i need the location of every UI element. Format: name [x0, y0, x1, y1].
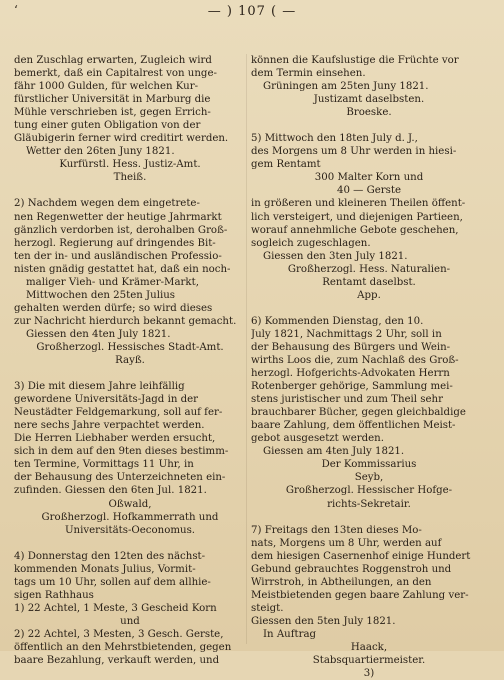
text-line: Oßwald, [108, 498, 152, 510]
text-line: steigt. [251, 602, 284, 614]
text-line: 3) [363, 668, 375, 680]
text-line: ten der in- und ausländischen Professio- [14, 250, 222, 262]
text-line: Rayß. [115, 355, 145, 367]
text-line: und [120, 615, 140, 627]
text-line: öffentlich an den Mehrstbietenden, gegen [14, 641, 232, 653]
text-line: herzogl. Regierung auf dringendes Bit- [14, 237, 216, 249]
paragraph-gap [251, 302, 487, 315]
text-line: bemerkt, daß ein Capitalrest von unge- [14, 68, 217, 80]
text-line: können die Kaufslustige die Früchte vor [251, 55, 459, 66]
text-line: wirths Loos die, zum Nachlaß des Groß- [251, 354, 459, 366]
text-line: gem Rentamt [251, 159, 321, 171]
text-line: 300 Malter Korn und [314, 172, 424, 184]
text-line: der Behausung des Bürgers und Wein- [251, 341, 451, 353]
text-line: gewordene Universitäts-Jagd in der [14, 394, 199, 406]
text-line: Giessen den 5ten July 1821. [251, 615, 396, 627]
text-line: App. [357, 289, 381, 301]
paragraph-gap [251, 119, 487, 132]
text-line: Theiß. [113, 172, 147, 184]
text-line: Stabsquartiermeister. [312, 655, 426, 667]
text-line: Großherzogl. Hess. Naturalien- [287, 263, 451, 275]
corner-mark: ʻ [14, 3, 18, 17]
text-line: Meistbietenden gegen baare Zahlung ver- [251, 589, 469, 601]
text-line: den Zuschlag erwarten, Zugleich wird [14, 55, 212, 66]
text-line: baare Zahlung, dem öffentlichen Meist- [251, 420, 456, 432]
text-line: In Auftrag [263, 628, 317, 640]
paragraph-gap [14, 184, 246, 197]
text-line: maliger Vieh- und Krämer-Markt, [26, 276, 199, 288]
text-line: brauchbarer Bücher, gegen gleichbaldige [251, 407, 466, 419]
paragraph-gap [14, 367, 246, 380]
text-line: sich in dem auf den 9ten dieses bestimm- [14, 446, 229, 458]
text-line: Der Kommissarius [321, 459, 417, 471]
text-line: stens juristischer und zum Theil sehr [251, 394, 443, 406]
text-line: sigen Rathhaus [14, 589, 94, 601]
text-line: Wetter den 26ten Juny 1821. [26, 146, 175, 158]
text-line: tung einer guten Obligation von der [14, 120, 201, 132]
text-line: gehalten werden dürfe; so wird dieses [14, 302, 213, 314]
text-line: des Morgens um 8 Uhr werden in hiesi- [251, 146, 457, 158]
text-line: zur Nachricht hierdurch bekannt gemacht. [14, 315, 237, 327]
text-line: Großherzogl. Hessisches Stadt-Amt. [36, 341, 224, 353]
text-line: dem Termin einsehen. [251, 68, 366, 80]
text-line: worauf annehmliche Gebote geschehen, [251, 224, 459, 236]
text-line: ten Termine, Vormittags 11 Uhr, in [14, 459, 194, 471]
text-line: Gebund gebrauchtes Roggenstroh und [251, 563, 452, 575]
text-line: baare Bezahlung, verkauft werden, und [14, 655, 220, 667]
left-column [14, 54, 246, 667]
text-line: Rentamt daselbst. [322, 276, 416, 288]
text-line: Großherzogl. Hofkammerrath und [41, 511, 219, 523]
right-column [251, 54, 487, 680]
text-line: Giessen den 4ten July 1821. [26, 328, 171, 340]
text-line: Wirrstroh, in Abtheilungen, an den [251, 576, 432, 588]
column-divider [246, 54, 247, 644]
text-line: 6) Kommenden Dienstag, den 10. [251, 315, 424, 327]
text-line: fähr 1000 Gulden, für welchen Kur- [14, 81, 199, 93]
text-line: sogleich zugeschlagen. [251, 237, 371, 249]
text-line: Giessen am 4ten July 1821. [263, 446, 405, 458]
text-line: Haack, [350, 641, 388, 653]
text-line: Universitäts-Oeconomus. [64, 524, 196, 536]
text-line: July 1821, Nachmittags 2 Uhr, soll in [251, 328, 442, 340]
text-line: nisten gnädig gestattet hat, daß ein noch- [14, 263, 231, 275]
text-line: Neustädter Feldgemarkung, soll auf fer- [14, 407, 223, 419]
text-line: Mittwochen den 25ten Julius [26, 289, 176, 301]
text-line: Mühle verschrieben ist, gegen Errich- [14, 107, 211, 119]
paragraph-gap [251, 511, 487, 524]
text-line: Großherzogl. Hessischer Hofge- [285, 485, 453, 497]
text-line: 1) 22 Achtel, 1 Meste, 3 Gescheid Korn [14, 602, 217, 614]
text-line: 2) Nachdem wegen dem eingetrete- [14, 198, 200, 210]
text-line: 4) Donnerstag den 12ten des nächst- [14, 550, 206, 562]
text-line: Grüningen am 25ten Juny 1821. [263, 81, 429, 93]
paragraph-gap [14, 537, 246, 550]
text-line: 7) Freitags den 13ten dieses Mo- [251, 524, 422, 536]
text-line: fürstlicher Universität in Marburg die [14, 94, 211, 106]
text-line: richts-Sekretair. [327, 498, 411, 510]
text-line: 2) 22 Achtel, 3 Mesten, 3 Gesch. Gerste, [14, 628, 224, 640]
text-line: gänzlich verdorben ist, derohalben Groß- [14, 224, 228, 236]
text-line: nats, Morgens um 8 Uhr, werden auf [251, 537, 442, 549]
text-line: Justizamt daselbsten. [313, 94, 425, 106]
text-line: herzogl. Hofgerichts-Advokaten Herrn [251, 368, 450, 380]
text-line: 40 — Gerste [336, 185, 401, 197]
text-line: Rotenberger gehörige, Sammlung mei- [251, 381, 453, 393]
text-line: in größeren und kleineren Theilen öffent- [251, 198, 466, 210]
text-line: 3) Die mit diesem Jahre leihfällig [14, 381, 185, 393]
text-line: zufinden. Giessen den 6ten Jul. 1821. [14, 485, 207, 497]
text-line: Gläubigerin ferner wird creditirt werden. [14, 133, 229, 145]
text-line: der Behausung des Unterzeichneten ein- [14, 472, 226, 484]
text-line: nen Regenwetter der heutige Jahrmarkt [14, 211, 222, 223]
text-line: dem hiesigen Casernenhof einige Hundert [251, 550, 471, 562]
text-line: 5) Mittwoch den 18ten July d. J., [251, 133, 418, 145]
text-line: gebot ausgesetzt werden. [251, 433, 384, 445]
text-line: Giessen den 3ten July 1821. [263, 250, 408, 262]
text-line: Seyb, [354, 472, 384, 484]
text-line: Broeske. [346, 107, 392, 119]
page-number: — ) 107 ( — [207, 4, 297, 19]
text-line: kommenden Monats Julius, Vormit- [14, 563, 196, 575]
text-line: Die Herren Liebhaber werden ersucht, [14, 433, 216, 445]
text-line: lich versteigert, und diejenigen Partieen, [251, 211, 463, 223]
text-line: Kurfürstl. Hess. Justiz-Amt. [59, 159, 201, 171]
text-line: tags um 10 Uhr, sollen auf dem allhie- [14, 576, 211, 588]
text-line: nere sechs Jahre verpachtet werden. [14, 420, 205, 432]
